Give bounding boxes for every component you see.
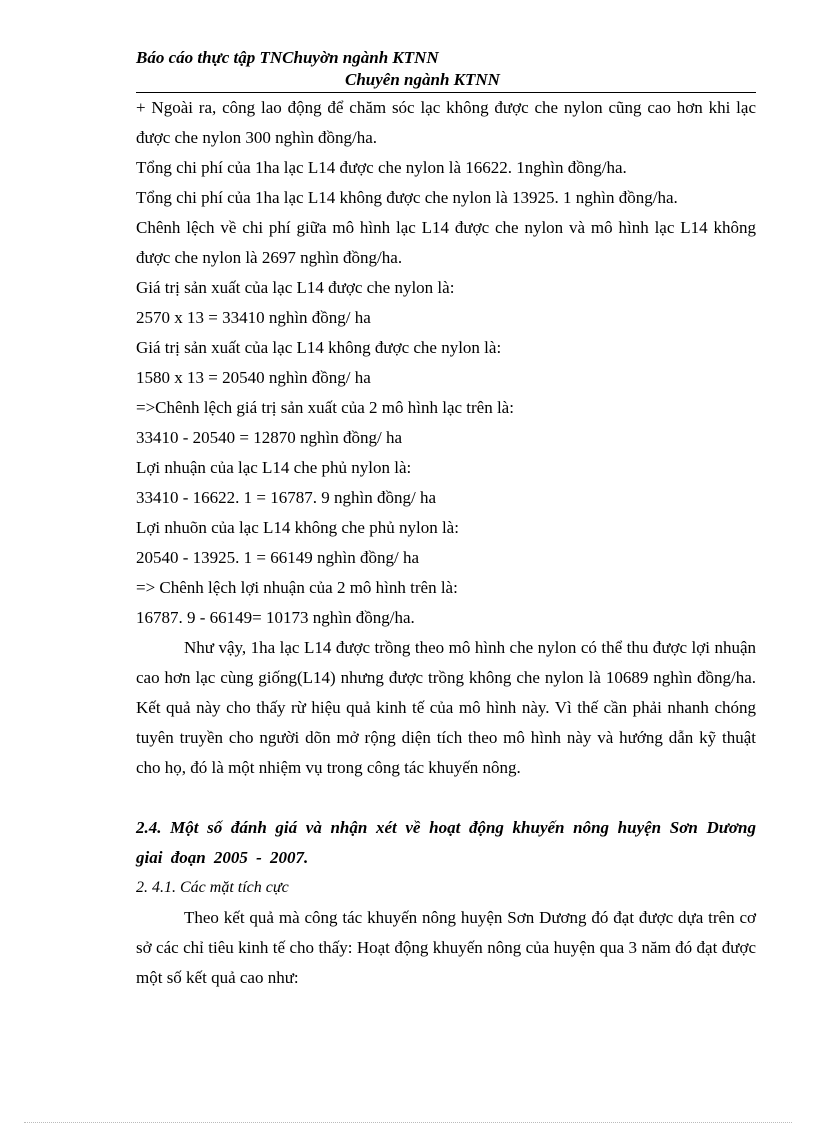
header-title: Báo cáo thực tập TNChuyờn ngành KTNN bbox=[136, 48, 439, 67]
calculation-line: 33410 - 16622. 1 = 16787. 9 nghìn đồng/ ha bbox=[136, 488, 436, 507]
calculation-line: 2570 x 13 = 33410 nghìn đồng/ ha bbox=[136, 308, 371, 327]
document-body bbox=[136, 93, 756, 993]
paragraph: Tổng chi phí của 1ha lạc L14 được che nylon là 16622. 1nghìn đồng/ha. bbox=[136, 158, 627, 177]
calculation-line: 1580 x 13 = 20540 nghìn đồng/ ha bbox=[136, 368, 371, 387]
paragraph: Như vậy, 1ha lạc L14 được trồng theo mô hình che nylon có thể thu được lợi nhuận cao hơn lạc cùng giống(L14) nhưng được trồng không che nylon là 10689 nghìn đồng/ha. Kết quả này cho thấy rừ hiệu quả kinh tế của mô hình này. Vì thế cần phải nhanh chóng tuyên truyền cho người dõn mở rộng diện tích theo mô hình này và hướng dẫn kỹ thuật cho họ, đó là một nhiệm vụ trong công tác khuyến nông. bbox=[136, 638, 756, 777]
paragraph: Tổng chi phí của 1ha lạc L14 không được che nylon là 13925. 1 nghìn đồng/ha. bbox=[136, 188, 678, 207]
paragraph: Giá trị sản xuất của lạc L14 được che nylon là: bbox=[136, 278, 455, 297]
subsection-heading: 2. 4.1. Các mặt tích cực bbox=[136, 879, 289, 896]
calculation-line: 20540 - 13925. 1 = 66149 nghìn đồng/ ha bbox=[136, 548, 419, 567]
spacer bbox=[136, 783, 756, 813]
calculation-line: 16787. 9 - 66149= 10173 nghìn đồng/ha. bbox=[136, 608, 415, 627]
paragraph: Chênh lệch về chi phí giữa mô hình lạc L14 được che nylon và mô hình lạc L14 không được che nylon là 2697 nghìn đồng/ha. bbox=[136, 218, 756, 267]
paragraph: Lợi nhuận của lạc L14 che phủ nylon là: bbox=[136, 458, 412, 477]
paragraph: => Chênh lệch lợi nhuận của 2 mô hình trên là: bbox=[136, 578, 458, 597]
paragraph: + Ngoài ra, công lao động để chăm sóc lạc không được che nylon cũng cao hơn khi lạc được che nylon 300 nghìn đồng/ha. bbox=[136, 98, 756, 147]
paragraph: Giá trị sản xuất của lạc L14 không được che nylon là: bbox=[136, 338, 502, 357]
section-heading: 2.4. Một số đánh giá và nhận xét về hoạt động khuyến nông huyện Sơn Dương giai đoạn 2005 - 2007. bbox=[136, 818, 756, 867]
header-subtitle: Chuyên ngành KTNN bbox=[345, 70, 500, 89]
paragraph: Lợi nhuõn của lạc L14 không che phủ nylon là: bbox=[136, 518, 459, 537]
paragraph: =>Chênh lệch giá trị sản xuất của 2 mô hình lạc trên là: bbox=[136, 398, 514, 417]
paragraph: Theo kết quả mà công tác khuyến nông huyện Sơn Dương đó đạt được dựa trên cơ sở các chỉ tiêu kinh tế cho thấy: Hoạt động khuyến nông của huyện qua 3 năm đó đạt được một số kết quả cao như: bbox=[136, 908, 756, 987]
calculation-line: 33410 - 20540 = 12870 nghìn đồng/ ha bbox=[136, 428, 402, 447]
